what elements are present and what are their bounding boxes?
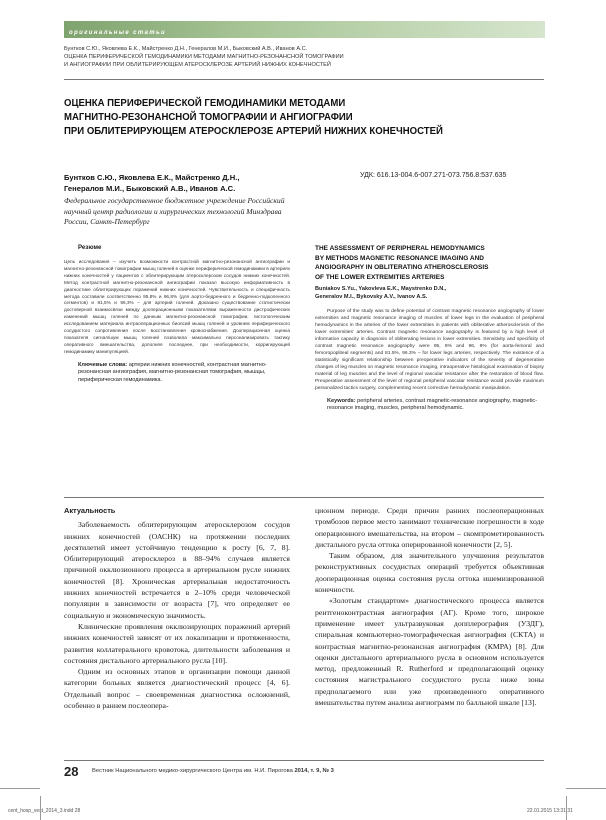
journal-issue: 2014, т. 9, № 3 xyxy=(294,768,334,774)
body-paragraph: ционном периоде. Среди причин ранних послеоперационных тромбозов первое место занимают технические погрешности в ходе операционного вмешательства, на втором – скомпрометированность дистального русла оттока оперированной конечности [2, 5]. xyxy=(315,506,544,549)
abstract-en-authors xyxy=(315,286,544,301)
abstract-en-authors-line: Generalov M.I., Bykovsky A.V., Ivanov A.S. xyxy=(315,293,428,300)
abstract-en-title-line: ANGIOGRAPHY IN OBLITERATING ATHEROSCLEROSIS xyxy=(315,264,489,272)
body-paragraph: Клинические проявления окклюзирующих поражений артерий нижних конечностей зависят от их локализации и протяженности, развития коллатерального кровотока, длительности заболевания и состояния дистального артериального русла [10]. xyxy=(64,621,290,665)
body-paragraph: «Золотым стандартом» диагностического процесса является рентгеноконтрастная ангиография (АГ). Кроме того, широкое применение имеет ультразвуковая допплерография (УЗДГ), спиральная компьютерно-томографическая ангиография (СКТА) и контрастная магнитно-резонансная ангиография (КМРА) [8]. Для оценки дистального артериального русла в основном используется метод, предложенный R. Rutherford и предполагающий оценку состояния магистрального сосудистого русла ниже зоны предполагаемого или уже произведенного оперативного вмешательства путем анализа ангиограмм по балльной шкале [13]. xyxy=(315,596,544,708)
abstract-en-title-line: OF THE LOWER EXTREMITIES ARTERIES xyxy=(315,273,445,281)
abstract-en-authors-line: Buniakov S.Yu., Yakovleva E.K., Maystrenko D.N., xyxy=(315,286,447,293)
crop-mark xyxy=(40,796,41,820)
abstract-ru-keywords xyxy=(64,362,290,384)
body-paragraph: Одним из основных этапов в организации помощи данной категории больных является диагностический процесс [4, 6]. Отдельный вопрос – своевременная диагностика осложнений, особенно в раннем послеопера- xyxy=(64,667,290,711)
citation-block xyxy=(64,46,544,69)
keywords-text: peripheral arteries, contrast magnetic-resonance angiography, magnetic-resonance imaging, muscles, peripheral hemodynamic. xyxy=(327,397,538,411)
keywords-text: артерии нижних конечностей, контрастная магнитно-резонансная ангиография, магнитно-резонансная томография, мышцы, периферическая гемодинамика. xyxy=(78,361,267,383)
abstract-ru-heading: Резюме xyxy=(78,244,102,251)
section-title: Актуальность xyxy=(64,506,116,515)
divider xyxy=(64,79,544,80)
citation-line: И АНГИОГРАФИИ ПРИ ОБЛИТЕРИРУЮЩЕМ АТЕРОСКЛЕРОЗЕ АРТЕРИЙ НИЖНИХ КОНЕЧНОСТЕЙ xyxy=(64,61,331,68)
abstract-en-body: Purpose of the study was to define potential of contrast magnetic resonance angiography of lower extremities and magnetic resonance imaging of muscles of lower legs in the evaluation of peripheral hemodynamics in the arteries of the lower extremities in patients with obliterative atherosclerosis of the lower extremities' arteries. Contrast magnetic resonance angiography is featured by a high level of information capacity in diagnosis of obliterating lesions in lower extremities. Sensitivity and specificity of contrast magnetic resonance angiography were 95, 8% and 96, 8% (for aorta-femoral and femoropopliteal segments) and 81.5%, 96.3% – for lower legs arteries, respectively. The existence of a statistically significant relationship between preoperative indicators of the severity of degenerative changes of leg muscles on magnetic resonance imaging, intraoperative histological examination of biopsy material of leg muscles and the level of regional vascular resistance after the restoration of blood flow. Preoperative assessment of the level of regional peripheral vascular resistance would provide maximum personalized tactics surgery, complementing recent corrective hemodynamic manipulation. xyxy=(315,308,544,391)
body-paragraph: Таким образом, для значительного улучшения результатов реконструктивных сосудистых операций требуется объективная дооперационная оценка состояния русла оттока ишемизированной конечности. xyxy=(315,551,544,595)
citation-line: Бунтков С.Ю., Яковлева Е.К., Майстренко Д.Н., Генералов М.И., Быковский А.В., Иванов А.С. xyxy=(64,46,308,52)
journal-name xyxy=(92,768,334,774)
body-column-left xyxy=(64,505,290,711)
print-slug-datetime: 22.01.2015 13:31:31 xyxy=(527,808,573,814)
keywords-label: Ключевые слова: xyxy=(78,361,128,368)
affiliation-line: научный центр радиологии и хирургических технологий Минздрава xyxy=(64,206,282,216)
divider xyxy=(64,760,544,761)
crop-mark xyxy=(566,788,606,789)
body-column-right xyxy=(315,505,544,708)
print-slug-file: cent_hosp_vest_2014_3.indd 28 xyxy=(8,808,81,814)
article-title xyxy=(64,97,510,140)
journal-title: Вестник Национального медико-хирургического Центра им. Н.И. Пирогова xyxy=(92,768,293,774)
citation-line: ОЦЕНКА ПЕРИФЕРИЧЕСКОЙ ГЕМОДИНАМИКИ МЕТОДАМИ МАГНИТНО-РЕЗОНАНСНОЙ ТОМОГРАФИИ xyxy=(64,53,344,60)
abstract-ru-body: Цель исследования – изучить возможности контрастной магнитно-резонансной ангиографии и магнитно-резонансной томографии мышц голеней в оценке периферической гемодинамики в артериях нижних конечностей у пациентов с облитерирующим атеросклерозом сосудов нижних конечностей. Метод контрастной магнитно-резонансной ангиографии показал высокую информативность в диагностике облитерирующих поражений нижних конечностей. Чувствительность и специфичность метода составили соответственно 95,8% и 96,8% (для аорто-бедренного и бедренно-подколенного сегментов) и 81,5% и 96,3% – для артерий голеней. Доказано существование статистически достоверной взаимосвязи между дооперационными показателями выраженности дистрофических изменений мышц голеней по данным магнитно-резонансной томографии, гистологическим исследованием материала интраоперационных биопсий мышц голеней и уровнем периферического сосудистого сопротивления после восстановления кровоснабжения. Дооперационная оценка показателя сигнал/шум мышц голеней позволила максимально персонализировать тактику оперативного вмешательства, дополняя последнее, при необходимости, корригирующей гемодинамику манипуляцией. xyxy=(64,259,290,354)
title-line: ПРИ ОБЛИТЕРИРУЮЩЕМ АТЕРОСКЛЕРОЗЕ АРТЕРИЙ НИЖНИХ КОНЕЧНОСТЕЙ xyxy=(64,126,443,138)
section-banner xyxy=(64,21,545,38)
abstract-en-keywords xyxy=(315,398,544,413)
abstract-en xyxy=(315,244,544,412)
authors-line: Бунтков С.Ю., Яковлева Е.К., Майстренко Д.Н., xyxy=(64,173,240,182)
keywords-label: Keywords: xyxy=(327,397,356,404)
title-line: ОЦЕНКА ПЕРИФЕРИЧЕСКОЙ ГЕМОДИНАМИКИ МЕТОДАМИ xyxy=(64,98,346,109)
abstract-en-title xyxy=(315,244,544,282)
abstract-en-title-line: BY METHODS MAGNETIC RESONANCE IMAGING AND xyxy=(315,254,485,262)
abstract-ru xyxy=(64,244,290,384)
affiliation-line: России, Санкт-Петербург xyxy=(64,217,150,226)
crop-mark xyxy=(566,796,567,820)
udk-code: УДК: 616.13-004.6-007.271-073.756.8:537.635 xyxy=(360,172,507,179)
body-paragraph: Заболеваемость облитерирующим атеросклерозом сосудов нижних конечностей (ОАСНК) на протяжении последних десятилетий имеет устойчивую тенденцию к росту [6, 7, 8]. Облитерирующий атеросклероз в 88–94% случаев является причиной окклюзионного процесса в артериальном русле нижних конечностей [8]. Хроническая артериальная недостаточность нижних конечностей встречается в 2–10% среди человеческой популяции в зависимости от возраста [7], что определяет ее социальную и экономическую значимость. xyxy=(64,520,290,620)
page-footer xyxy=(64,764,544,784)
affiliation xyxy=(64,196,285,228)
divider xyxy=(64,497,544,498)
authors-line: Генералов М.И., Быковский А.В., Иванов А.С. xyxy=(64,184,236,193)
section-label: оригинальные статьи xyxy=(69,30,167,36)
title-line: МАГНИТНО-РЕЗОНАНСНОЙ ТОМОГРАФИИ И АНГИОГРАФИИ xyxy=(64,112,353,124)
authors xyxy=(64,172,239,194)
abstract-en-title-line: THE ASSESSMENT OF PERIPHERAL HEMODYNAMICS xyxy=(315,245,485,252)
affiliation-line: Федеральное государственное бюджетное учреждение Российский xyxy=(64,196,285,205)
page-number: 28 xyxy=(64,764,79,779)
crop-mark xyxy=(0,788,40,789)
